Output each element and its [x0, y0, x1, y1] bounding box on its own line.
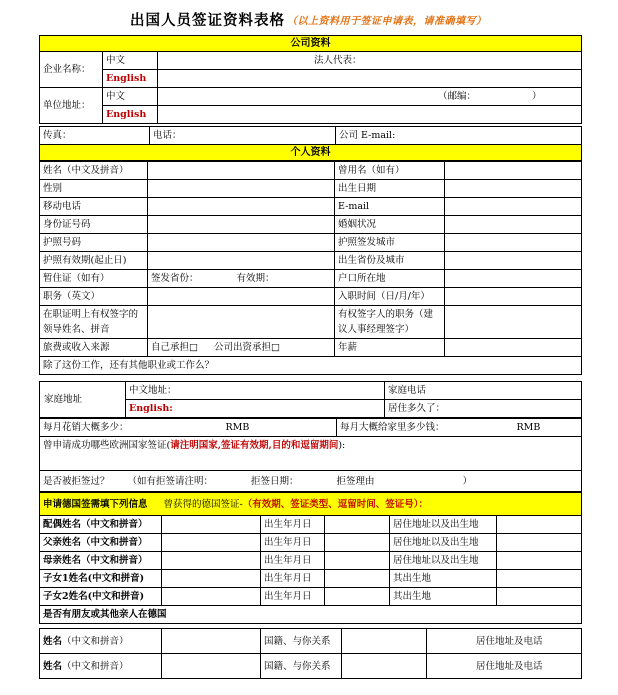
travel-source-options — [148, 339, 335, 357]
household-reg-label: 户口所在地 — [335, 270, 445, 288]
temp-residence-field[interactable] — [148, 270, 335, 288]
relatives-question: 是否有朋友或其他亲人在德国 — [40, 606, 582, 624]
child2-birth-field[interactable] — [325, 588, 390, 606]
enterprise-name-label: 企业名称： — [40, 52, 103, 88]
personal-header: 个人资料 — [40, 145, 582, 161]
child1-name-field[interactable] — [162, 570, 261, 588]
address-english-label: English — [103, 106, 158, 124]
position-label: 职务（英文） — [40, 288, 148, 306]
birth-date-field[interactable] — [445, 180, 582, 198]
relative2-relation-field[interactable] — [342, 654, 427, 679]
marital-status-field[interactable] — [445, 216, 582, 234]
spouse-address-label: 居住地址以及出生地 — [390, 516, 497, 534]
germany-table — [39, 492, 582, 624]
unit-address-label: 单位地址： — [40, 88, 103, 124]
child2-birth-label: 出生年月日 — [261, 588, 325, 606]
relative1-relation-field[interactable] — [342, 629, 427, 654]
relative2-relation-label: 国籍、与你关系 — [261, 654, 342, 679]
child1-name-label: 子女1姓名(中文和拼音) — [40, 570, 162, 588]
travel-source-label: 旅费或收入来源 — [40, 339, 148, 357]
personal-table — [39, 161, 582, 375]
relative2-name-field[interactable] — [162, 654, 261, 679]
father-name-field[interactable] — [162, 534, 261, 552]
enterprise-english-label: English — [103, 70, 158, 88]
passport-number-field[interactable] — [148, 234, 335, 252]
mother-name-label: 母亲姓名（中文和拼音） — [40, 552, 162, 570]
home-table — [39, 381, 582, 418]
father-address-label: 居住地址以及出生地 — [390, 534, 497, 552]
relative1-name-label: 姓名（中文和拼音） — [40, 629, 162, 654]
child2-name-label: 子女2姓名(中文和拼音) — [40, 588, 162, 606]
postal-label: （邮编： — [438, 91, 477, 102]
enterprise-english-field[interactable] — [158, 70, 582, 88]
relative1-name-field[interactable] — [162, 629, 261, 654]
entry-time-label: 入职时间（日/月/年） — [335, 288, 445, 306]
address-english-field[interactable] — [158, 106, 582, 124]
former-name-field[interactable] — [445, 162, 582, 180]
fax-field[interactable]: 传真： — [40, 127, 150, 145]
en-address-field[interactable]: English: — [126, 400, 385, 418]
germany-visa-label: 曾获得的德国签证- — [163, 498, 243, 510]
father-birth-field[interactable] — [325, 534, 390, 552]
relative1-relation-label: 国籍、与你关系 — [261, 629, 342, 654]
home-address-label: 家庭地址 — [40, 382, 126, 418]
signer-name-field[interactable] — [148, 306, 335, 339]
former-name-label: 曾用名（如有） — [335, 162, 445, 180]
company-header: 公司资料 — [40, 36, 582, 52]
spouse-name-label: 配偶姓名（中文和拼音） — [40, 516, 162, 534]
mobile-label: 移动电话 — [40, 198, 148, 216]
child2-place-field[interactable] — [497, 588, 582, 606]
relative1-address-field[interactable]: 居住地址及电话 — [427, 629, 582, 654]
germany-header: 申请德国签需填下列信息 — [43, 498, 148, 510]
passport-city-field[interactable] — [445, 234, 582, 252]
annual-salary-label: 年薪 — [335, 339, 445, 357]
schengen-history-field[interactable]: 曾申请成功哪些欧洲国家签证(请注明国家,签证有效期,目的和逗留期间): — [40, 437, 582, 471]
child1-birth-label: 出生年月日 — [261, 570, 325, 588]
mother-address-field[interactable] — [497, 552, 582, 570]
email-label: E-mail — [335, 198, 445, 216]
rmb-label: RMB — [225, 422, 250, 433]
enterprise-chinese-field[interactable] — [158, 52, 582, 70]
signer-title-field[interactable] — [445, 306, 582, 339]
monthly-give-field[interactable]: 每月大概给家里多少钱： RMB — [337, 419, 582, 437]
id-number-field[interactable] — [148, 216, 335, 234]
birth-date-label: 出生日期 — [335, 180, 445, 198]
rmb-label-2: RMB — [516, 422, 541, 433]
spouse-birth-label: 出生年月日 — [261, 516, 325, 534]
marital-status-label: 婚姻状况 — [335, 216, 445, 234]
monthly-spend-field[interactable]: 每月花销大概多少： RMB — [40, 419, 337, 437]
child1-birth-field[interactable] — [325, 570, 390, 588]
father-address-field[interactable] — [497, 534, 582, 552]
validity-label: 有效期： — [236, 273, 275, 284]
title-row — [0, 6, 618, 32]
cn-address-field[interactable]: 中文地址： — [126, 382, 385, 400]
finance-table — [39, 418, 582, 492]
child2-name-field[interactable] — [162, 588, 261, 606]
relative2-address-field[interactable]: 居住地址及电话 — [427, 654, 582, 679]
legal-rep-label: 法人代表： — [314, 55, 362, 66]
address-chinese-label: 中文 — [103, 88, 158, 106]
relative2-name-label: 姓名（中文和拼音） — [40, 654, 162, 679]
gender-field[interactable] — [148, 180, 335, 198]
child1-place-label: 其出生地 — [390, 570, 497, 588]
company-header-row — [40, 36, 582, 52]
spouse-address-field[interactable] — [497, 516, 582, 534]
company-contact-table — [39, 126, 582, 161]
temp-residence-label: 暂住证（如有） — [40, 270, 148, 288]
mother-name-field[interactable] — [162, 552, 261, 570]
germany-header-row — [40, 493, 582, 516]
relatives-table — [39, 628, 582, 679]
company-table — [39, 35, 582, 124]
mother-birth-field[interactable] — [325, 552, 390, 570]
other-job-field[interactable]: 除了这份工作，还有其他职业或工作么？ — [40, 357, 582, 375]
issuing-province-label: 签发省份： — [151, 273, 199, 284]
household-reg-field[interactable] — [445, 270, 582, 288]
refused-field[interactable]: 是否被拒签过？ （如有拒签请注明： 拒签日期： 拒签理由 ） — [40, 471, 582, 492]
id-number-label: 身份证号码 — [40, 216, 148, 234]
spouse-name-field[interactable] — [162, 516, 261, 534]
mother-address-label: 居住地址以及出生地 — [390, 552, 497, 570]
passport-validity-label: 护照有效期(起止日) — [40, 252, 148, 270]
home-phone-field[interactable]: 家庭电话 — [385, 382, 582, 400]
form-title: 出国人员签证资料表格 — [130, 12, 285, 29]
email-field[interactable] — [445, 198, 582, 216]
residence-length-field[interactable]: 居住多久了： — [385, 400, 582, 418]
birth-place-field[interactable] — [445, 252, 582, 270]
father-birth-label: 出生年月日 — [261, 534, 325, 552]
passport-number-label: 护照号码 — [40, 234, 148, 252]
enterprise-chinese-label: 中文 — [103, 52, 158, 70]
gender-label: 性别 — [40, 180, 148, 198]
company-email-field[interactable]: 公司 E-mail: — [336, 127, 582, 145]
name-field[interactable] — [148, 162, 335, 180]
signer-title-label: 有权签字人的职务（建议人事经理签字） — [335, 306, 445, 339]
passport-validity-field[interactable] — [148, 252, 335, 270]
schengen-instruction: 请注明国家,签证有效期,目的和逗留期间 — [170, 440, 339, 451]
child1-place-field[interactable] — [497, 570, 582, 588]
mobile-field[interactable] — [148, 198, 335, 216]
form-note: （以上资料用于签证申请表，请准确填写） — [287, 16, 487, 27]
position-field[interactable] — [148, 288, 335, 306]
signer-name-label: 在职证明上有权签字的领导姓名、拼音 — [40, 306, 148, 339]
father-name-label: 父亲姓名（中文和拼音） — [40, 534, 162, 552]
name-label: 姓名（中文及拼音） — [40, 162, 148, 180]
birth-place-label: 出生省份及城市 — [335, 252, 445, 270]
company-pay-checkbox[interactable]: 公司出资承担□ — [213, 342, 280, 353]
spouse-birth-field[interactable] — [325, 516, 390, 534]
germany-visa-instruction: （有效期、签证类型、逗留时间、签证号）： — [242, 498, 428, 510]
passport-city-label: 护照签发城市 — [335, 234, 445, 252]
annual-salary-field[interactable] — [445, 339, 582, 357]
phone-field[interactable]: 电话： — [150, 127, 336, 145]
child2-place-label: 其出生地 — [390, 588, 497, 606]
self-pay-checkbox[interactable]: 自己承担□ — [151, 342, 198, 353]
mother-birth-label: 出生年月日 — [261, 552, 325, 570]
address-chinese-field[interactable]: （邮编： ） — [158, 88, 582, 106]
entry-time-field[interactable] — [445, 288, 582, 306]
